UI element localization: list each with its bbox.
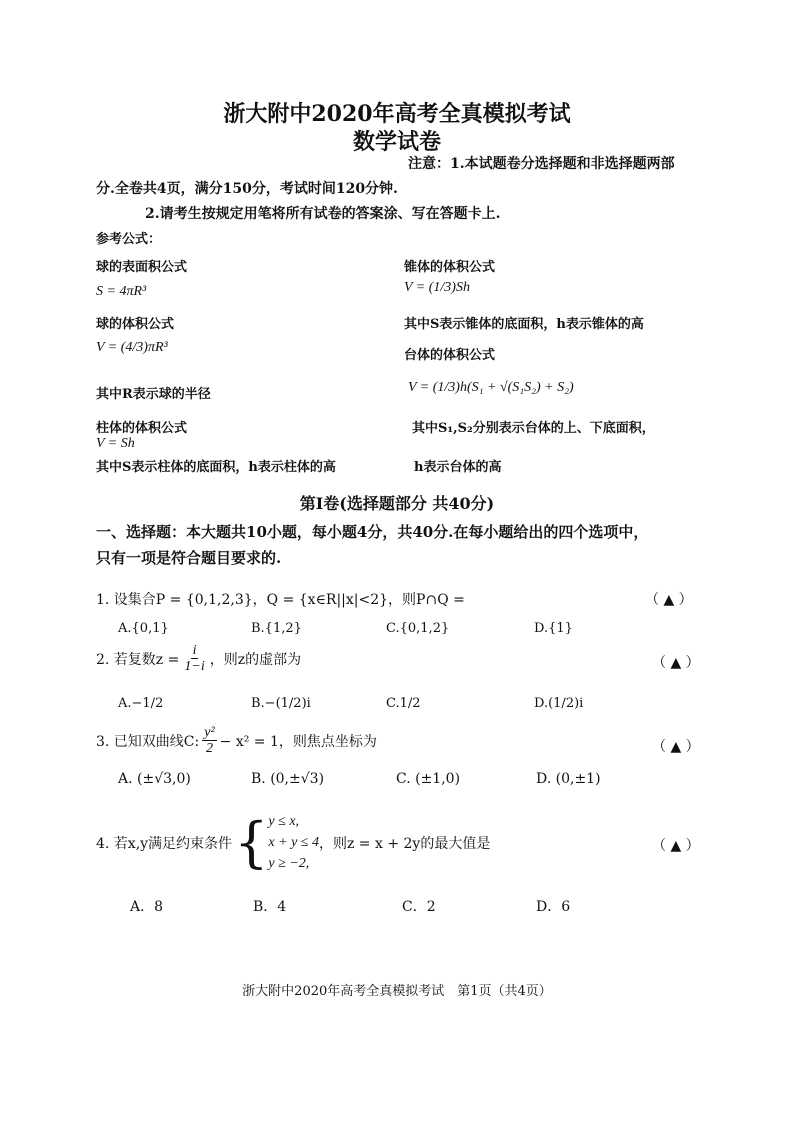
question-4-left-brace: {	[234, 810, 269, 874]
section-intro-line-1: 一、选择题：本大题共10小题，每小题4分，共40分.在每小题给出的四个选项中，	[96, 523, 649, 541]
question-4-constraint-1: y ≤ x,	[268, 814, 300, 829]
prism-volume-label: 柱体的体积公式	[96, 421, 188, 436]
frustum-s-note: 其中S₁,S₂分别表示台体的上、下底面积，	[412, 421, 655, 436]
formulas-heading: 参考公式：	[96, 232, 162, 247]
question-4-option-d: D．6	[536, 899, 571, 915]
prism-note: 其中S表示柱体的底面积，h表示柱体的高	[96, 460, 336, 475]
question-2-stem	[96, 643, 301, 675]
question-2-option-d: D.(1/2)i	[534, 696, 584, 711]
question-1-answer-mark: （ ▲ ）	[645, 592, 693, 608]
question-2-stem-a: 2. 若复数z =	[96, 651, 180, 668]
question-1-option-a: A.{0,1}	[118, 621, 169, 636]
question-3-stem-b: − x² = 1，则焦点坐标为	[219, 733, 377, 750]
exam-subtitle: 数学试卷	[352, 129, 441, 155]
question-1-option-d: D.{1}	[534, 621, 573, 636]
question-2-fraction	[182, 643, 206, 675]
question-2-answer-mark: （ ▲ ）	[652, 655, 700, 671]
question-4-constraint-2: x + y ≤ 4	[268, 835, 319, 850]
sphere-volume-label: 球的体积公式	[96, 317, 175, 332]
question-3-answer-mark: （ ▲ ）	[652, 739, 700, 755]
section-title: 第Ⅰ卷(选择题部分 共40分)	[299, 494, 495, 513]
question-3-stem-a: 3. 已知双曲线C:	[96, 733, 200, 750]
section-intro-line-2: 只有一项是符合题目要求的.	[96, 549, 282, 567]
question-2-option-c: C.1/2	[386, 696, 421, 711]
notice-line-3: 2.请考生按规定用笔将所有试卷的答案涂、写在答题卡上.	[145, 206, 501, 222]
frustum-h-note: h表示台体的高	[414, 460, 502, 475]
question-1-option-b: B.{1,2}	[251, 621, 302, 636]
question-2-fraction-num: i	[192, 643, 197, 658]
question-4-option-c: C．2	[402, 899, 436, 915]
sphere-radius-note: 其中R表示球的半径	[96, 387, 211, 402]
cone-volume-formula: V = (1/3)Sh	[404, 280, 470, 295]
notice-line-1: 注意：1.本试题卷分选择题和非选择题两部	[408, 156, 675, 172]
question-4-stem-a: 4. 若x,y满足约束条件	[96, 835, 233, 852]
question-4-option-a: A．8	[130, 899, 164, 915]
question-2-option-b: B.−(1/2)i	[251, 696, 311, 711]
question-3-option-d: D. (0,±1)	[536, 771, 601, 787]
question-4-stem-b: ，则z = x + 2y的最大值是	[318, 835, 491, 852]
question-4-constraints	[268, 811, 319, 874]
frustum-volume-formula: V = (1/3)h(S₁ + √(S₁S₂) + S₂)	[408, 380, 574, 395]
question-2-stem-b: ，则z的虚部为	[209, 651, 302, 668]
question-1-stem: 1. 设集合P = {0,1,2,3}，Q = {x∈R||x|<2}，则P∩Q =	[96, 592, 465, 608]
question-3-option-a: A. (±√3,0)	[118, 771, 191, 787]
prism-volume-formula: V = Sh	[96, 436, 135, 451]
question-4-constraint-3: y ≥ −2,	[268, 856, 310, 871]
question-1-option-c: C.{0,1,2}	[386, 621, 450, 636]
sphere-area-formula: S = 4πR³	[96, 284, 147, 299]
question-4-option-b: B．4	[253, 899, 287, 915]
question-3-stem	[96, 725, 377, 757]
question-2-option-a: A.−1/2	[118, 696, 164, 711]
question-3-option-c: C. (±1,0)	[396, 771, 461, 787]
question-4-stem	[96, 811, 490, 874]
exam-title: 浙大附中2020年高考全真模拟考试	[223, 101, 571, 127]
question-2-fraction-den: 1−i	[184, 659, 205, 675]
question-4-answer-mark: （ ▲ ）	[652, 838, 700, 854]
cone-volume-label: 锥体的体积公式	[404, 260, 496, 275]
question-3-fraction	[202, 725, 216, 757]
notice-line-2: 分.全卷共4页，满分150分，考试时间120分钟.	[96, 181, 398, 197]
page-footer: 浙大附中2020年高考全真模拟考试 第1页（共4页）	[242, 984, 552, 999]
question-3-option-b: B. (0,±√3)	[251, 771, 325, 787]
sphere-volume-formula: V = (4/3)πR³	[96, 340, 168, 355]
frustum-volume-label: 台体的体积公式	[404, 348, 496, 363]
cone-note: 其中S表示锥体的底面积，h表示锥体的高	[404, 317, 644, 332]
question-3-fraction-den: 2	[205, 741, 213, 757]
sphere-area-label: 球的表面积公式	[96, 260, 188, 275]
question-3-fraction-num: y²	[204, 725, 215, 740]
